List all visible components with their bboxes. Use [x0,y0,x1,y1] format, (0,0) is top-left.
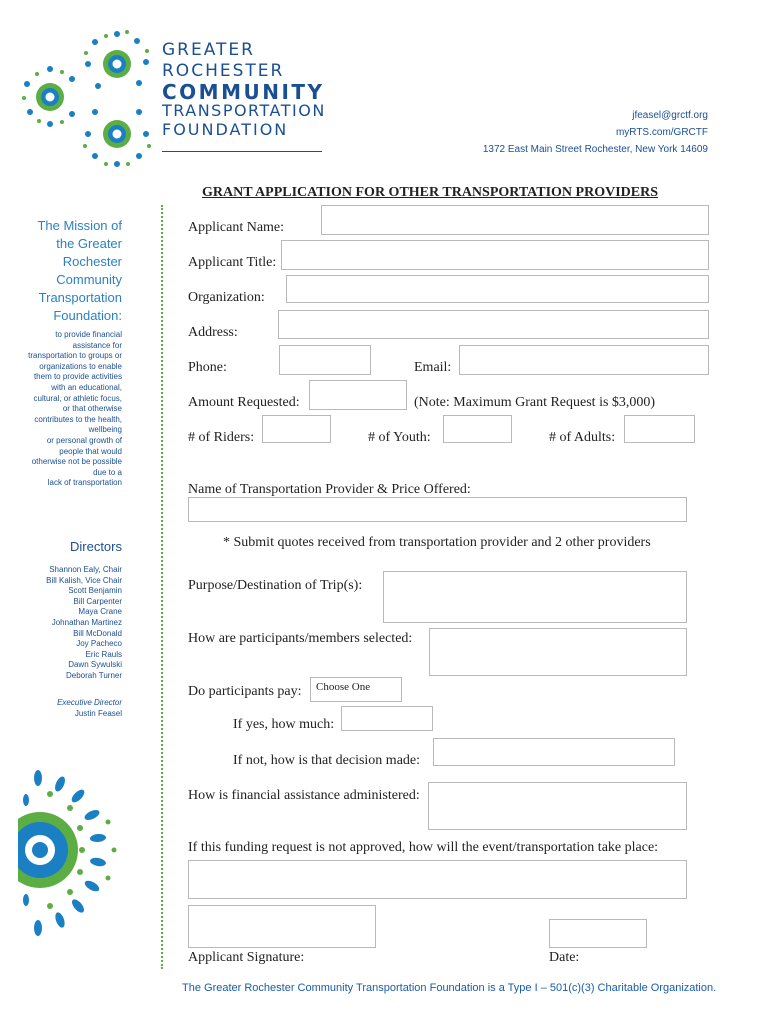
address-input[interactable] [278,310,709,339]
not-approved-input[interactable] [188,860,687,899]
logo-underline [162,151,322,152]
how-much-label: If yes, how much: [233,717,335,732]
logo-line-transportation: TRANSPORTATION [162,101,326,120]
pay-select[interactable]: Choose One [310,677,402,702]
organization-label: Organization: [188,290,265,305]
quotes-note: * Submit quotes received from transportation provider and 2 other providers [223,535,651,550]
logo-line-greater: GREATER [162,40,255,60]
amount-requested-input[interactable] [309,380,407,410]
provider-label: Name of Transportation Provider & Price Offered: [188,482,471,497]
executive-director: Executive Director Justin Feasel [57,698,122,718]
email-label: Email: [414,360,452,375]
youth-input[interactable] [443,415,512,443]
signature-input[interactable] [188,905,376,948]
date-label: Date: [549,950,580,965]
contact-website[interactable]: myRTS.com/GRCTF [615,127,708,138]
pay-label: Do participants pay: [188,684,302,699]
purpose-input[interactable] [383,571,687,623]
provider-input[interactable] [188,497,687,522]
contact-address: 1372 East Main Street Rochester, New York 14609 [482,144,708,155]
not-approved-label: If this funding request is not approved, how will the event/transportation take place: [188,840,659,855]
organization-input[interactable] [286,275,709,303]
logo-line-foundation: FOUNDATION [162,120,289,139]
applicant-name-input[interactable] [321,205,709,235]
directors-list: Shannon Ealy, Chair Bill Kalish, Vice Chair Scott Benjamin Bill Carpenter Maya Crane Johnathan Martinez Bill McDonald Joy Pacheco Eric Rauls Dawn Sywulski Deborah Turner [46,565,122,680]
logo-line-community: COMMUNITY [162,80,325,104]
signature-label: Applicant Signature: [188,950,305,965]
applicant-name-label: Applicant Name: [188,220,285,235]
adults-label: # of Adults: [549,430,616,445]
logo-graphic [22,24,157,174]
date-input[interactable] [549,919,647,948]
how-much-input[interactable] [341,706,433,731]
directors-heading: Directors [69,539,122,554]
amount-requested-label: Amount Requested: [188,395,300,410]
applicant-title-label: Applicant Title: [188,255,277,270]
logo-line-rochester: ROCHESTER [162,61,285,81]
contact-email[interactable]: jfeasel@grctf.org [632,110,708,121]
page-title: GRANT APPLICATION FOR OTHER TRANSPORTATION PROVIDERS [202,185,658,200]
administered-label: How is financial assistance administered: [188,788,420,803]
riders-input[interactable] [262,415,331,443]
selected-input[interactable] [429,628,687,676]
address-label: Address: [188,325,238,340]
mission-heading: The Mission of the Greater Rochester Community Transportation Foundation: [37,218,122,323]
decision-input[interactable] [433,738,675,766]
sidebar-divider [161,205,163,969]
email-input[interactable] [459,345,709,375]
riders-label: # of Riders: [188,430,255,445]
phone-label: Phone: [188,360,227,375]
purpose-label: Purpose/Destination of Trip(s): [188,578,363,593]
youth-label: # of Youth: [368,430,431,445]
applicant-title-input[interactable] [281,240,709,270]
amount-note: (Note: Maximum Grant Request is $3,000) [414,395,656,410]
footer-note: The Greater Rochester Community Transportation Foundation is a Type I – 501(c)(3) Charitable Organization. [182,982,717,994]
adults-input[interactable] [624,415,695,443]
administered-input[interactable] [428,782,687,830]
selected-label: How are participants/members selected: [188,631,413,646]
mission-text: to provide financial assistance for transportation to groups or organizations to enable them to provide activities with an educational, cultural, or athletic focus, or that otherwise contributes to the health, wellbeing or personal growth of people that would otherwise not be possible due to a lack of transportation [28,330,122,488]
phone-input[interactable] [279,345,371,375]
sun-graphic [18,770,128,945]
decision-label: If not, how is that decision made: [233,753,421,768]
